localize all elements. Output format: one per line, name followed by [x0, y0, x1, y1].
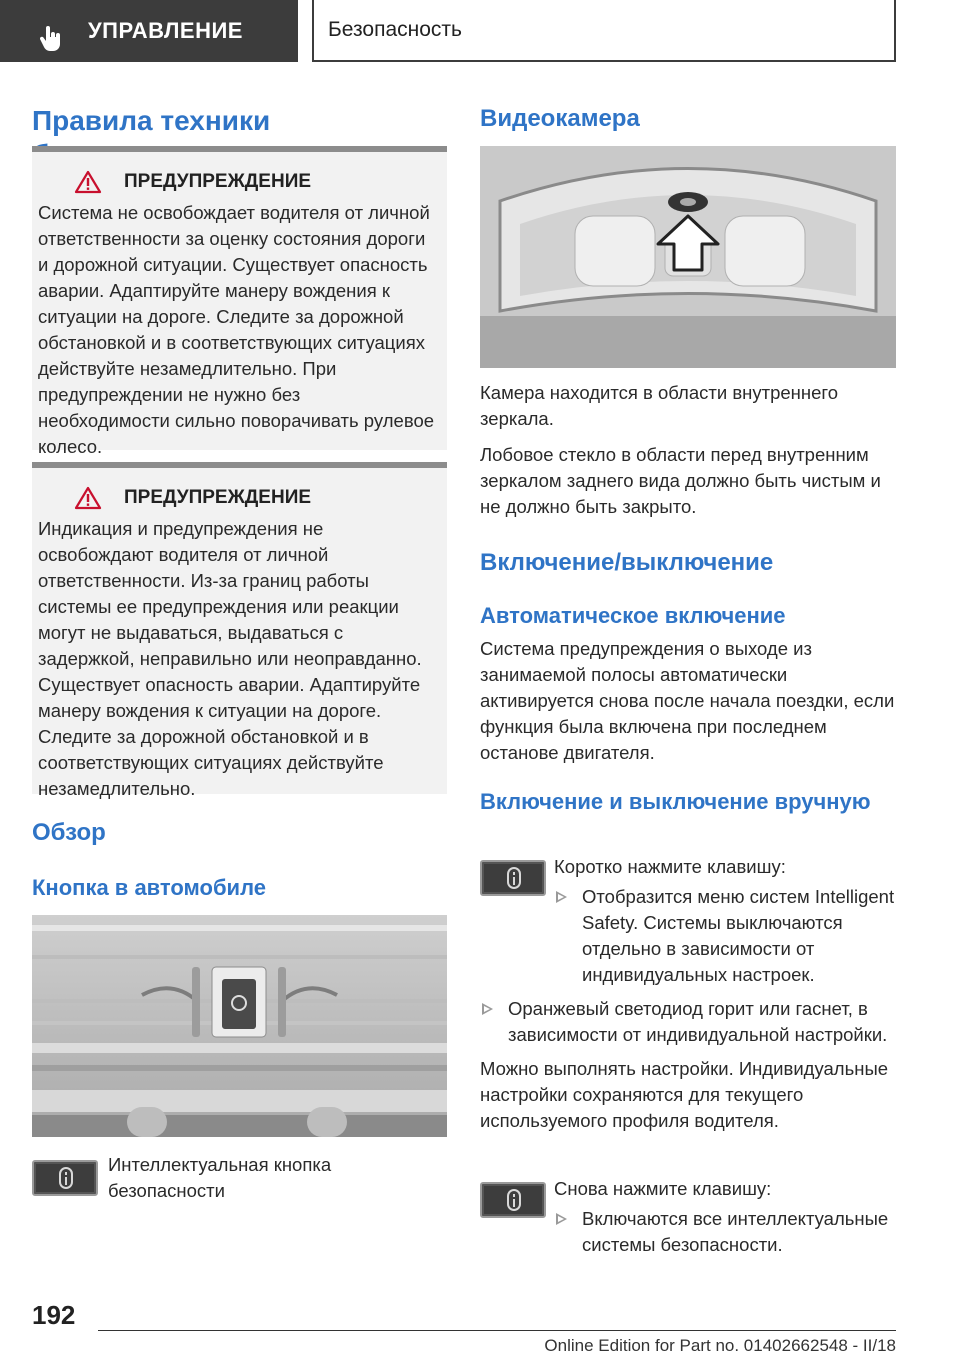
chapter-tab[interactable]	[0, 0, 298, 62]
manual-heading-block	[480, 788, 896, 817]
list-item: Включаются все интеллектуальные системы безопасности.	[554, 1206, 896, 1258]
warning-title-1: ПРЕДУПРЕЖДЕНИЕ	[38, 170, 437, 194]
list-item: Оранжевый светодиод горит или гаснет, в зависимости от индивидуальной настройки.	[480, 996, 896, 1048]
camera-text-1: Камера находится в области внутреннего зеркала.	[480, 382, 839, 429]
manual-title: Включение и выключение вручную	[480, 789, 871, 814]
press-text-1: Коротко нажмите клавишу:	[554, 856, 786, 877]
warning-text-2: Индикация и предупреждения не освобождают водителя от личной ответственности. Из-за границ работы системы ее предупреждения или реакции могут не выдаваться, выдаваться с задержкой, неправильно или неоправданно. Существует опасность аварии. Адаптируйте манеру вождения к ситуации на дороге. Следите за дорожной обстановкой и в соответствующих ситуациях действуйте незамедлительно.	[38, 518, 422, 799]
button-in-car-title: Кнопка в автомобиле	[32, 875, 266, 900]
camera-text-block	[480, 380, 896, 520]
press-block-1	[554, 854, 896, 988]
settings-text: Можно выполнять настройки. Индивидуальные настройки сохраняются для текущего используемого профиля водителя.	[480, 1058, 889, 1131]
section-label: Безопасность	[328, 18, 462, 41]
triangle-bullet-icon	[556, 1213, 567, 1225]
bullet-list-2	[480, 996, 896, 1048]
auto-on-title: Автоматическое включение	[480, 603, 786, 628]
footer-edition: Online Edition for Part no. 01402662548 - II/18	[544, 1336, 896, 1355]
warning-triangle-icon	[74, 486, 102, 510]
bullet-list-1	[554, 884, 896, 988]
warning-triangle-icon	[74, 170, 102, 194]
chapter-tab-label: УПРАВЛЕНИЕ	[88, 18, 243, 43]
button-caption-block	[108, 1152, 448, 1204]
button-heading-block	[32, 874, 447, 903]
triangle-bullet-icon	[556, 891, 567, 903]
warning-box-2	[32, 462, 447, 799]
auto-text-block	[480, 636, 896, 766]
onoff-heading-block	[480, 548, 896, 578]
safety-button-icon	[480, 1182, 546, 1218]
safety-rules-title: Правила техники	[32, 105, 271, 136]
triangle-bullet-icon	[482, 1003, 493, 1015]
camera-text-2: Лобовое стекло в области перед внутренним зеркалом заднего вида должно быть чистым и не должно быть закрыто.	[480, 444, 881, 517]
bullet-block-2	[480, 996, 896, 1134]
warning-text-1: Система не освобождает водителя от личной ответственности за оценку состояния дороги и дорожной ситуации. Существует опасность аварии. Адаптируйте манеру вождения к ситуации на дороге. Следите за дорожной обстановкой и в соответствующих ситуациях действуйте незамедлительно. При предупреждении не нужно без необходимости сильно поворачивать рулевое колесо.	[38, 202, 435, 457]
section-header	[312, 0, 896, 62]
warning-title-2: ПРЕДУПРЕЖДЕНИЕ	[38, 486, 437, 510]
onoff-title: Включение/выключение	[480, 549, 774, 576]
camera-heading-block	[480, 104, 896, 134]
windshield-camera-photo	[480, 146, 896, 368]
auto-heading-block	[480, 602, 896, 631]
overview-title: Обзор	[32, 819, 106, 846]
button-caption: Интеллектуальная кнопка безопасности	[108, 1154, 332, 1201]
safety-button-icon	[32, 1160, 98, 1196]
press-block-2	[554, 1176, 896, 1258]
bullet-list-3	[554, 1206, 896, 1258]
overview-heading-block	[32, 818, 447, 848]
footer-divider	[98, 1330, 896, 1331]
camera-title: Видеокамера	[480, 105, 640, 132]
page-number: 192	[32, 1300, 76, 1330]
list-item: Отобразится меню систем Intelligent Safety. Системы выключаются отдельно в зависимости от индивидуальных настроек.	[554, 884, 896, 988]
press-text-2: Снова нажмите клавишу:	[554, 1178, 772, 1199]
warning-box-1	[32, 146, 447, 457]
auto-on-text: Система предупреждения о выходе из занимаемой полосы автоматически активируется снова после начала поездки, если функция была включена при последнем останове двигателя.	[480, 638, 895, 763]
safety-button-icon	[480, 860, 546, 896]
dashboard-button-photo	[32, 915, 447, 1137]
hand-pointer-icon	[40, 26, 62, 52]
